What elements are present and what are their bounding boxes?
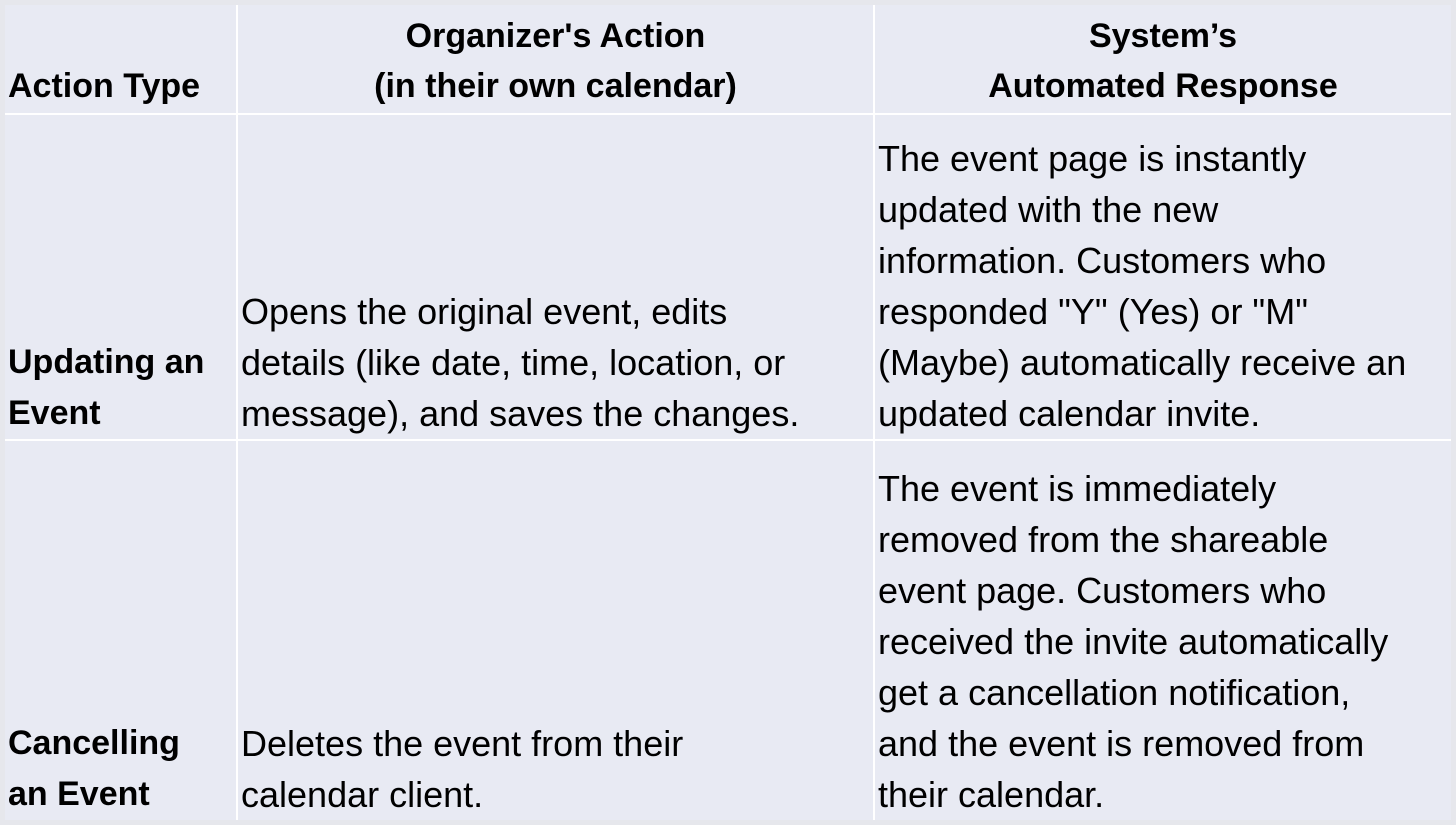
system-response-line: (Maybe) automatically receive an <box>878 342 1407 383</box>
header-action-type <box>5 5 236 113</box>
system-response-line: information. Customers who <box>878 240 1327 281</box>
system-response-line: get a cancellation notification, <box>878 672 1351 713</box>
system-response-line: updated with the new <box>878 189 1219 230</box>
system-response-line: their calendar. <box>878 774 1105 815</box>
system-response-line: removed from the shareable <box>878 519 1329 560</box>
header-organizer-action <box>238 5 873 113</box>
organizer-action-line: details (like date, time, location, or <box>241 342 786 383</box>
header-organizer-action-line: (in their own calendar) <box>374 67 737 105</box>
action-type-line: Updating an <box>8 343 205 381</box>
system-response-line: The event page is instantly <box>878 138 1307 179</box>
row-updating-system-response <box>875 115 1451 439</box>
organizer-action-line: calendar client. <box>241 774 484 815</box>
action-type-line: Event <box>8 394 101 432</box>
system-response-line: received the invite automatically <box>878 621 1389 662</box>
system-response-line: event page. Customers who <box>878 570 1327 611</box>
organizer-action-line: Opens the original event, edits <box>241 291 728 332</box>
header-organizer-action-line: Organizer's Action <box>405 17 706 55</box>
row-cancelling-action-type <box>5 441 236 820</box>
row-updating-organizer-action <box>238 115 873 439</box>
organizer-action-line: Deletes the event from their <box>241 723 684 764</box>
system-response-line: The event is immediately <box>878 468 1277 509</box>
header-system-response <box>875 5 1451 113</box>
header-system-response-line: System’s <box>1088 17 1238 55</box>
header-system-response-line: Automated Response <box>988 67 1338 105</box>
row-updating-action-type <box>5 115 236 439</box>
action-type-line: Cancelling <box>8 724 180 762</box>
row-cancelling-organizer-action <box>238 441 873 820</box>
events-action-table <box>5 5 1451 820</box>
action-type-line: an Event <box>8 775 150 813</box>
system-response-line: updated calendar invite. <box>878 393 1261 434</box>
organizer-action-line: message), and saves the changes. <box>241 393 800 434</box>
system-response-line: responded "Y" (Yes) or "M" <box>878 291 1308 332</box>
header-action-type-line: Action Type <box>8 67 201 105</box>
system-response-line: and the event is removed from <box>878 723 1365 764</box>
row-cancelling-system-response <box>875 441 1451 820</box>
